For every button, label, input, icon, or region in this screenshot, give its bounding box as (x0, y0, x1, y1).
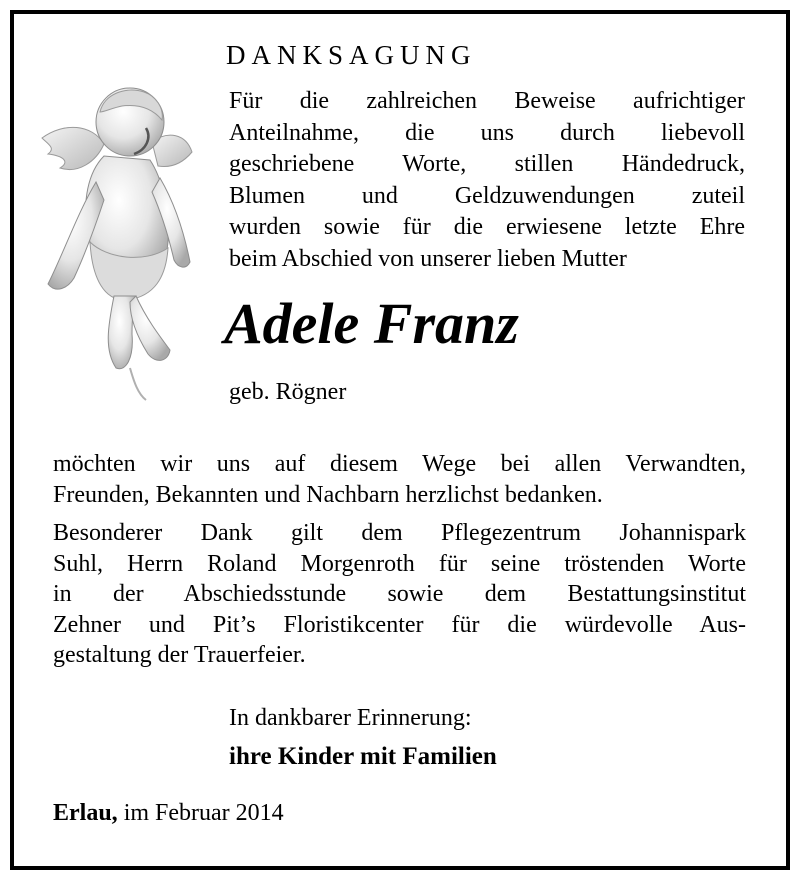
thanks-text (53, 449, 746, 671)
thanks-line: Freunden, Bekannten und Nachbarn herzlichst bedanken. (53, 481, 603, 508)
memory-line: In dankbarer Erinnerung: (229, 705, 472, 731)
intro-line: wurden sowie für die erwiesene letzte Ehre (229, 214, 745, 240)
intro-line: geschriebene Worte, stillen Händedruck, (229, 151, 745, 177)
signature-line: ihre Kinder mit Familien (229, 743, 497, 770)
thanks-line: möchten wir uns auf diesem Wege bei allen Verwandten, (53, 451, 746, 477)
angel-figure-image (34, 82, 214, 412)
place: Erlau, (53, 800, 118, 826)
intro-line: Für die zahlreichen Beweise aufrichtiger (229, 88, 745, 114)
intro-line: Anteilnahme, die uns durch liebevoll (229, 119, 745, 146)
intro-line: Blumen und Geldzuwendungen zuteil (229, 182, 745, 209)
paragraph-gap (53, 510, 746, 518)
intro-paragraph (229, 86, 745, 275)
place-date (53, 797, 284, 829)
notice-heading: DANKSAGUNG (226, 40, 477, 70)
maiden-name: geb. Rögner (229, 379, 347, 405)
special-thanks-line: Zehner und Pit’s Floristikcenter für die würdevolle Aus- (53, 611, 746, 638)
deceased-name: Adele Franz (224, 291, 519, 356)
intro-line: beim Abschied von unserer lieben Mutter (229, 245, 627, 272)
special-thanks-line: in der Abschiedsstunde sowie dem Bestattungsinstitut (53, 581, 746, 607)
special-thanks-line: Besonderer Dank gilt dem Pflegezentrum Johannispark (53, 520, 746, 546)
special-thanks-line: gestaltung der Trauerfeier. (53, 642, 306, 668)
special-thanks-line: Suhl, Herrn Roland Morgenroth für seine tröstenden Worte (53, 550, 746, 577)
date: im Februar 2014 (123, 800, 284, 826)
